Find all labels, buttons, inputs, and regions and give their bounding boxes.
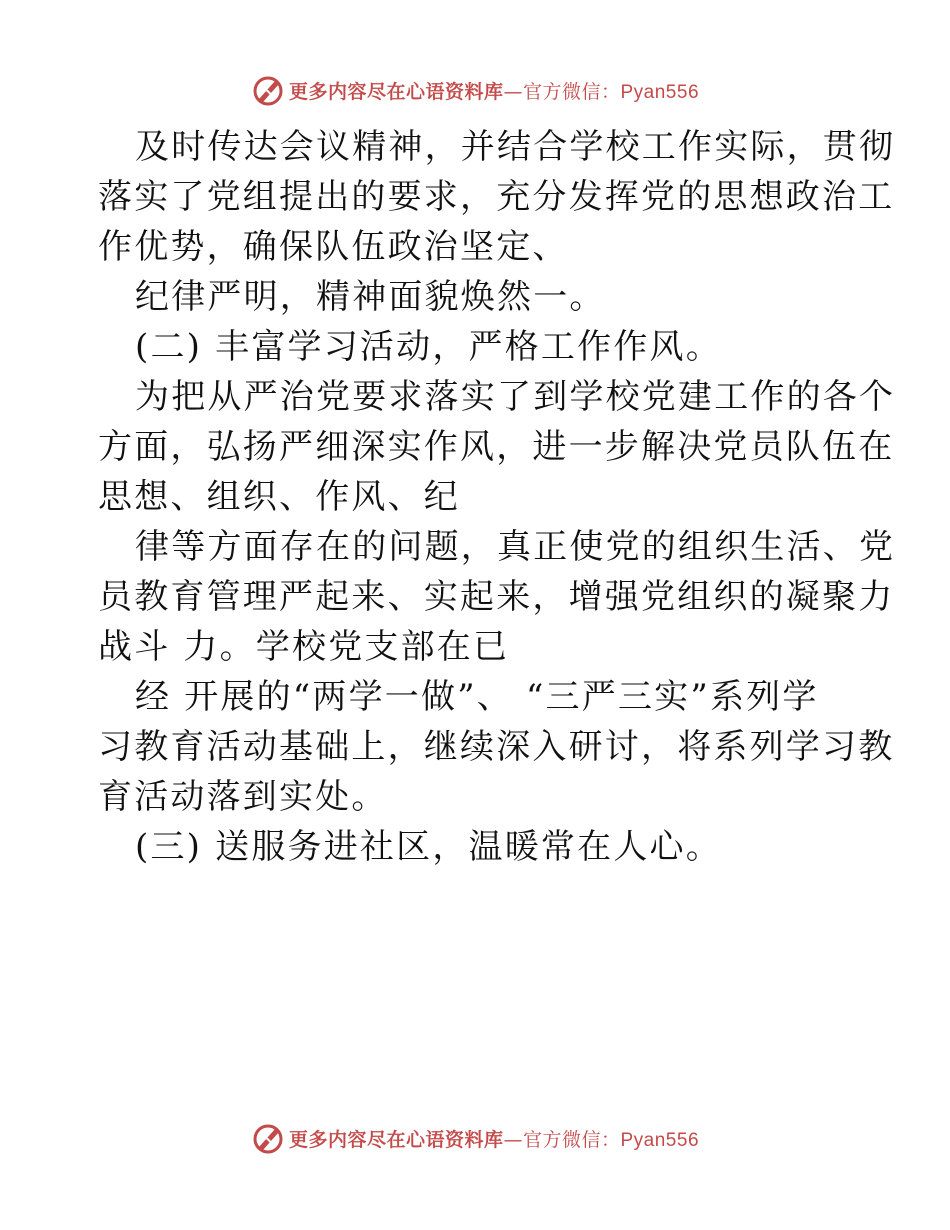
pen-circle-logo-icon — [251, 1121, 285, 1155]
paragraph-line: 经 开展的“两学一做”、 “三严三实”系列学 — [135, 677, 819, 717]
paragraph-line: 为把从严治党要求落实了到学校党建工作的各个 — [135, 377, 896, 417]
paragraph-line: (二) 丰富学习活动，严格工作作风。 — [135, 327, 722, 367]
paragraph-line: 育活动落到实处。 — [98, 777, 388, 817]
paragraph-line: 思想、组织、作风、纪 — [98, 477, 460, 517]
footer-watermark — [0, 1118, 950, 1158]
header-watermark — [0, 70, 950, 110]
paragraph-line: 作优势，确保队伍政治坚定、 — [98, 227, 569, 267]
paragraph-line: (三) 送服务进社区，温暖常在人心。 — [135, 827, 722, 867]
paragraph-line: 及时传达会议精神，并结合学校工作实际，贯彻 — [135, 127, 896, 167]
paragraph-line: 律等方面存在的问题，真正使党的组织生活、党 — [135, 527, 896, 567]
paragraph-line: 方面，弘扬严细深实作风，进一步解决党员队伍在 — [98, 427, 895, 467]
paragraph-line: 纪律严明，精神面貌焕然一。 — [135, 277, 606, 317]
watermark-text: 更多内容尽在心语资料库—官方微信：Pyan556 — [288, 80, 700, 103]
watermark-text: 更多内容尽在心语资料库—官方微信：Pyan556 — [288, 1128, 700, 1151]
paragraph-line: 员教育管理严起来、实起来，增强党组织的凝聚力 — [98, 577, 895, 617]
paragraph-line: 落实了党组提出的要求，充分发挥党的思想政治工 — [98, 177, 895, 217]
paragraph-line: 习教育活动基础上，继续深入研讨，将系列学习教 — [98, 727, 895, 767]
document-body — [98, 122, 896, 872]
pen-circle-logo-icon — [251, 73, 285, 107]
paragraph-line: 战斗 力。学校党支部在已 — [98, 627, 510, 667]
